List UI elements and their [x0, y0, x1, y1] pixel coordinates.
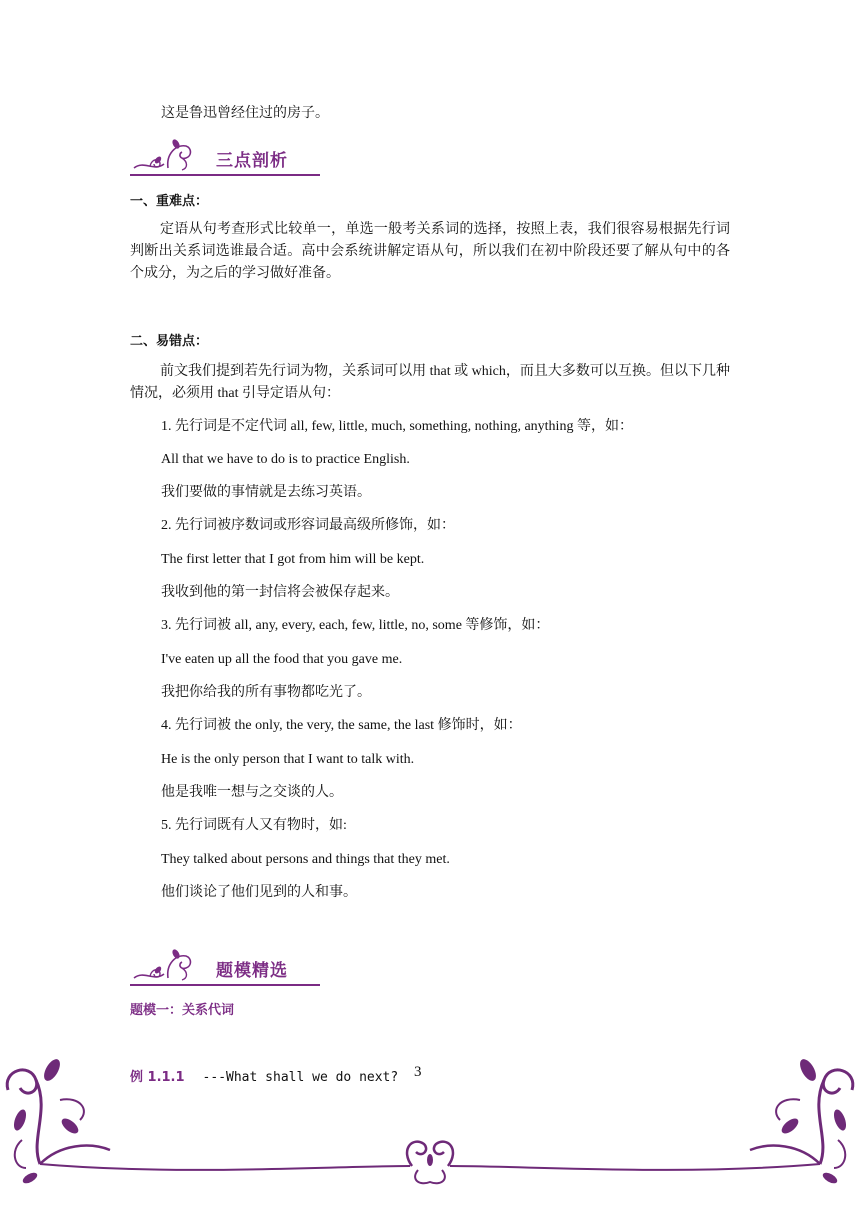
rule-item: 3. 先行词被 all, any, every, each, few, little, no, some 等修饰，如： [161, 618, 550, 633]
rule-item: 1. 先行词是不定代词 all, few, little, much, something, nothing, anything 等，如： [161, 419, 633, 434]
paragraph-key-points: 定语从句考查形式比较单一，单选一般考关系词的选择，按照上表，我们很容易根据先行词判断出关系词选谁最合适。高中会系统讲解定语从句，所以我们在初中阶段还要了解从句中的各个成分，为之后的学习做好准备。 [130, 222, 730, 281]
flourish-ornament-icon [130, 138, 216, 178]
example-label: 例 1.1.1 [130, 1070, 185, 1085]
flourish-ornament-icon [130, 948, 216, 988]
section-header-selected-questions [130, 948, 320, 990]
example-chinese: 我把你给我的所有事物都吃光了。 [161, 685, 371, 700]
example-chinese: 我收到他的第一封信将会被保存起来。 [161, 585, 399, 600]
heading-key-points: 一、重难点： [130, 194, 209, 209]
example-english: I've eaten up all the food that you gave me. [161, 652, 403, 667]
example-chinese: 他们谈论了他们见到的人和事。 [161, 885, 357, 900]
question-model-heading: 题模一：关系代词 [130, 1003, 235, 1018]
example-chinese: 我们要做的事情就是去练习英语。 [161, 485, 371, 500]
section-title-selected-questions: 题模精选 [216, 961, 288, 981]
section-underline [130, 174, 320, 176]
heading-error-points: 二、易错点： [130, 334, 209, 349]
example-english: All that we have to do is to practice English. [161, 452, 410, 467]
corner-vine-ornament-icon [0, 1040, 860, 1190]
page-number: 3 [414, 1064, 422, 1080]
example-chinese: 他是我唯一想与之交谈的人。 [161, 785, 343, 800]
rule-item: 4. 先行词被 the only, the very, the same, the last 修饰时，如： [161, 718, 522, 733]
paragraph-error-points: 前文我们提到若先行词为物，关系词可以用 that 或 which，而且大多数可以互换。但以下几种情况，必须用 that 引导定语从句： [130, 364, 730, 401]
example-english: They talked about persons and things that they met. [161, 852, 450, 867]
section-title-analysis: 三点剖析 [216, 151, 288, 171]
rule-item: 2. 先行词被序数词或形容词最高级所修饰，如： [161, 518, 455, 533]
section-underline [130, 984, 320, 986]
example-english: He is the only person that I want to talk with. [161, 752, 415, 767]
intro-sentence: 这是鲁迅曾经住过的房子。 [161, 106, 329, 121]
example-english: The first letter that I got from him will be kept. [161, 552, 425, 567]
example-question: ---What shall we do next? [202, 1070, 399, 1085]
section-header-analysis [130, 138, 320, 180]
rule-item: 5. 先行词既有人又有物时，如: [161, 818, 347, 833]
